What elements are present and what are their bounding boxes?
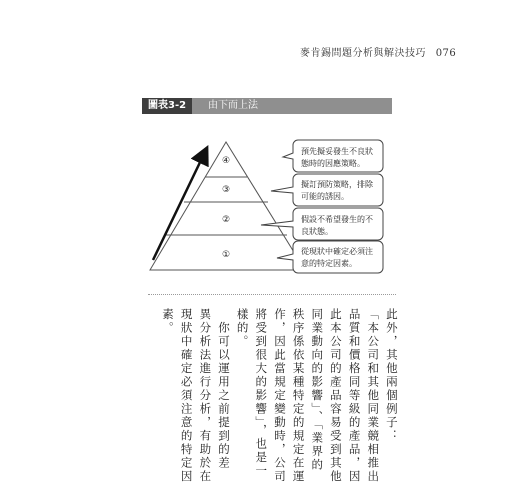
- text-column: 此外，其他兩個例子：: [384, 308, 399, 443]
- text-column: 異分析法進行分析，有助於在: [198, 308, 213, 484]
- level-4-label: ④: [221, 156, 231, 166]
- body-text: [160, 308, 400, 488]
- page-number: 076: [435, 48, 457, 59]
- section-divider: [148, 294, 396, 295]
- text-column: 素。: [161, 308, 175, 335]
- level-2-label: ②: [221, 215, 231, 225]
- text-column: 將受到很大的影響」，也是一: [254, 308, 269, 478]
- text-column: 秩序係依某種特定的規定在運: [291, 308, 306, 484]
- figure-title-bar: [142, 98, 392, 114]
- level-3-label: ③: [221, 185, 231, 195]
- callout-level-2: 假設不希望發生的不良狀態。: [301, 215, 373, 236]
- figure-label: 圖表3-2: [142, 98, 192, 114]
- text-column: 你可以運用之前提到的差: [216, 308, 231, 470]
- text-column: 現狀中確定必須注意的特定因: [179, 308, 194, 484]
- running-header: [300, 44, 460, 59]
- text-column: 樣的。: [235, 308, 250, 349]
- text-column: 作，因此當規定變動時，公司: [272, 308, 287, 484]
- text-column: 同業動向的影響」、「業界的: [310, 308, 325, 472]
- text-column: 此本公司的產品容易受到其他: [328, 308, 343, 484]
- text-column: 品質和價格同等級的產品，因: [347, 308, 362, 484]
- level-1-label: ①: [221, 250, 231, 260]
- text-column: 「本公司和其他同業競相推出: [366, 308, 381, 484]
- callout-level-3: 擬訂預防策略，排除可能的誘因。: [301, 180, 373, 201]
- figure-title: 由下而上法: [208, 100, 258, 111]
- callout-level-1: 從現狀中確定必須注意的特定因素。: [301, 247, 373, 268]
- book-title: 麥肯錫問題分析與解決技巧: [300, 48, 426, 59]
- callout-level-4: 預先擬妥發生不良狀態時的因應策略。: [301, 147, 373, 168]
